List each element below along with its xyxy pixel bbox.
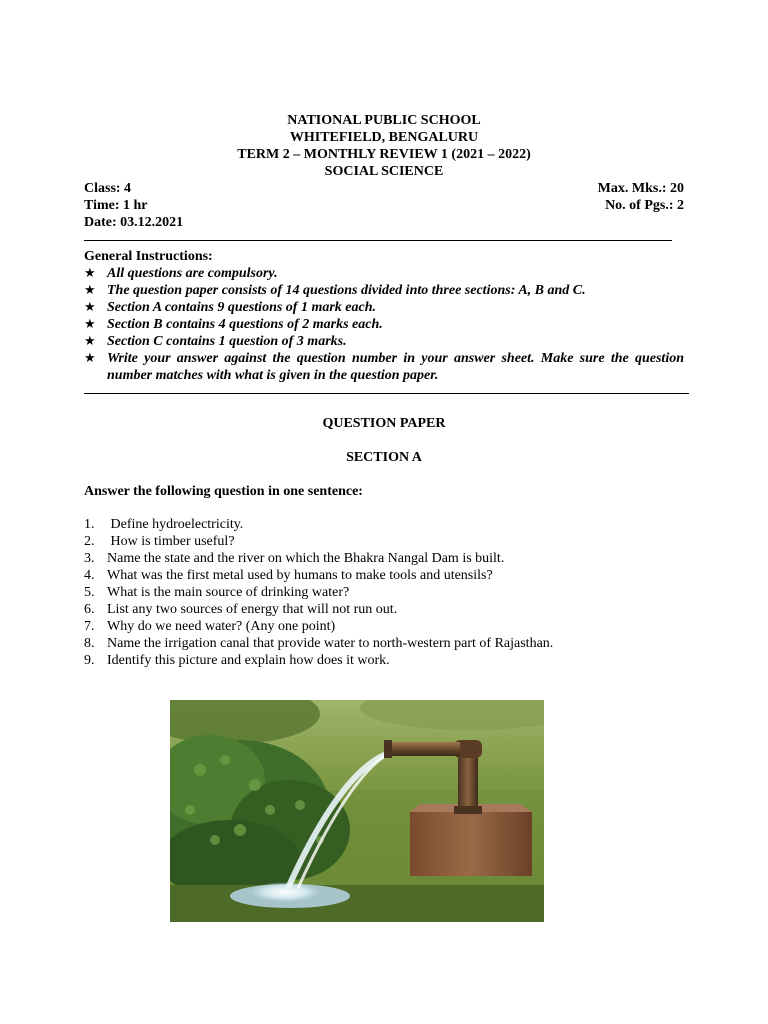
question-number: 4.: [84, 568, 95, 583]
subject-title: SOCIAL SCIENCE: [324, 164, 444, 179]
question-item: [84, 567, 704, 584]
instructions-list: [84, 265, 684, 384]
date-label: Date: 03.12.2021: [84, 215, 184, 230]
question-item: [84, 550, 704, 567]
document-header: [0, 112, 768, 180]
instruction-item: ★ Section B contains 4 questions of 2 marks each.: [84, 317, 383, 332]
question-item: [84, 635, 704, 652]
class-label: Class: 4: [84, 181, 132, 196]
question-number: 7.: [84, 619, 95, 634]
question-text: Name the state and the river on which the Bhakra Nangal Dam is built.: [107, 551, 505, 566]
question-text: List any two sources of energy that will not run out.: [107, 602, 398, 617]
question-text: Define hydroelectricity.: [107, 517, 244, 532]
pages-label: No. of Pgs.: 2: [605, 198, 684, 213]
instructions-title: General Instructions:: [84, 249, 213, 264]
general-instructions: [84, 248, 684, 384]
instruction-item: ★ The question paper consists of 14 questions divided into three sections: A, B and C.: [84, 283, 586, 298]
question-paper-title: QUESTION PAPER: [322, 416, 446, 431]
time-label: Time: 1 hr: [84, 198, 148, 213]
question-text: Why do we need water? (Any one point): [107, 619, 336, 634]
max-marks-label: Max. Mks.: 20: [597, 181, 684, 196]
instruction-item: ★ Write your answer against the question number in your answer sheet. Make sure the question number matches with what is given in the question paper.: [84, 351, 684, 383]
star-icon: ★: [84, 266, 96, 281]
star-icon: ★: [84, 300, 96, 315]
instruction-item: ★ Section C contains 1 question of 3 marks.: [84, 334, 347, 349]
exam-term: TERM 2 – MONTHLY REVIEW 1 (2021 – 2022): [237, 147, 531, 162]
question-text: What was the first metal used by humans to make tools and utensils?: [107, 568, 493, 583]
question-item: [84, 618, 704, 635]
question-item: [84, 533, 704, 550]
star-icon: ★: [84, 317, 96, 332]
question-number: 5.: [84, 585, 95, 600]
instruction-item: ★ Section A contains 9 questions of 1 mark each.: [84, 300, 377, 315]
divider: [84, 393, 689, 394]
question-number: 9.: [84, 653, 95, 668]
question-number: 6.: [84, 602, 95, 617]
star-icon: ★: [84, 283, 96, 298]
instruction-item: ★ All questions are compulsory.: [84, 266, 278, 281]
question-item: [84, 516, 704, 533]
question-number: 8.: [84, 636, 95, 651]
question-item: [84, 584, 704, 601]
water-pump-illustration: [170, 700, 544, 922]
water-pump-photo: [170, 700, 544, 922]
school-location: WHITEFIELD, BENGALURU: [289, 130, 479, 145]
question-number: 1.: [84, 517, 95, 532]
star-icon: ★: [84, 351, 96, 366]
question-item: [84, 652, 704, 669]
question-number: 2.: [84, 534, 95, 549]
question-text: Name the irrigation canal that provide water to north-western part of Rajasthan.: [107, 636, 554, 651]
question-number: 3.: [84, 551, 95, 566]
exam-info: [84, 180, 684, 231]
divider: [84, 240, 672, 241]
question-text: What is the main source of drinking water?: [107, 585, 350, 600]
school-name: NATIONAL PUBLIC SCHOOL: [287, 113, 481, 128]
answer-instruction: Answer the following question in one sentence:: [84, 484, 363, 499]
question-item: [84, 601, 704, 618]
section-title: SECTION A: [346, 450, 422, 465]
question-text: How is timber useful?: [107, 534, 235, 549]
question-text: Identify this picture and explain how does it work.: [107, 653, 390, 668]
star-icon: ★: [84, 334, 96, 349]
question-list: [84, 516, 704, 669]
